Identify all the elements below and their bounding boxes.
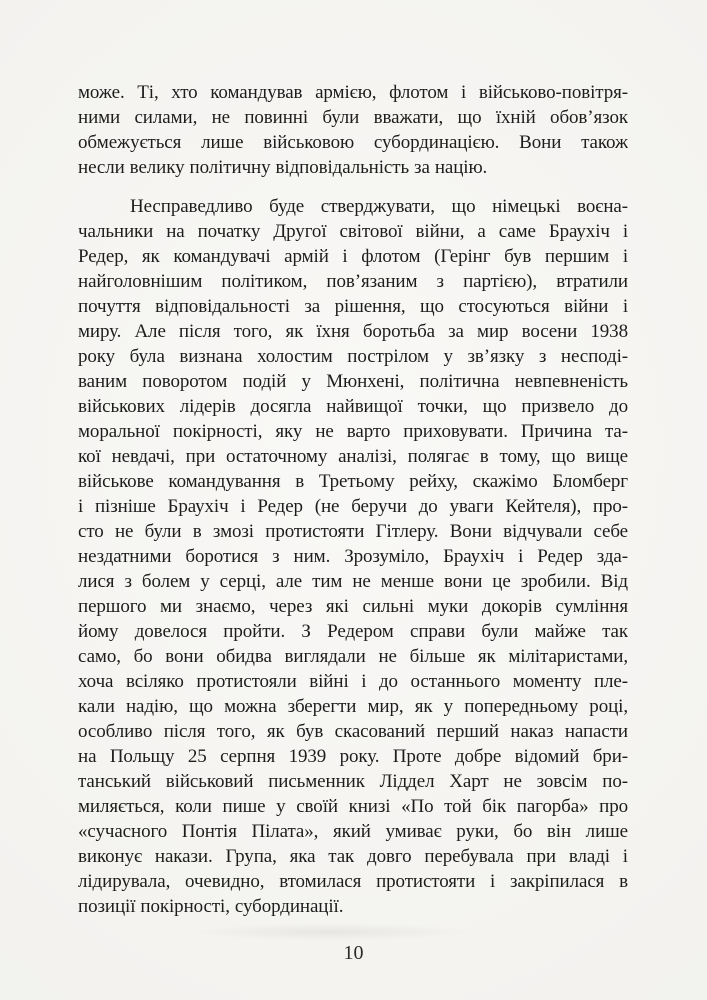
- text-line: і пізніше Браухіч і Редер (не беручи до уваги Кейтеля), про-: [78, 496, 628, 517]
- text-line: позиції покірності, субординації.: [78, 896, 344, 917]
- text-line: військове командування в Третьому рейху, скажімо Бломберг: [78, 471, 628, 492]
- text-line: «сучасного Понтія Пілата», який умиває руки, бо він лише: [78, 821, 628, 842]
- text-line: Редер, як командувачі армій і флотом (Герінг був першим і: [78, 246, 628, 267]
- text-line: миру. Але після того, як їхня боротьба за мир восени 1938: [78, 321, 628, 342]
- text-line: ними силами, не повинні були вважати, що їхній обов’язок: [78, 107, 628, 128]
- page-text-block: [78, 80, 628, 919]
- text-line: моральної покірності, яку не варто приховувати. Причина та-: [78, 421, 628, 442]
- text-line: військових лідерів досягла найвищої точки, що призвело до: [78, 396, 628, 417]
- paragraph-1: [78, 80, 628, 180]
- text-line: першого ми знаємо, через які сильні муки докорів сумління: [78, 596, 628, 617]
- text-line: обмежується лише військовою субординацією. Вони також: [78, 132, 628, 153]
- text-line: само, бо вони обидва виглядали не більше як мілітаристами,: [78, 646, 628, 667]
- text-line: несли велику політичну відповідальність за націю.: [78, 157, 488, 178]
- text-line: найголовнішим політиком, пов’язаним з партією), втратили: [78, 271, 628, 292]
- text-line: почуття відповідальності за рішення, що стосуються війни і: [78, 296, 628, 317]
- text-line: чальники на початку Другої світової війни, а саме Браухіч і: [78, 221, 628, 242]
- text-line: танський військовий письменник Ліддел Харт не зовсім по-: [78, 771, 628, 792]
- text-line: ваним поворотом подій у Мюнхені, політична невпевненість: [78, 371, 628, 392]
- paragraph-2: [78, 194, 628, 919]
- page-number: 10: [343, 942, 364, 964]
- text-line: лідирувала, очевидно, втомилася протистояти і закріпилася в: [78, 871, 628, 892]
- text-line: Несправедливо буде стверджувати, що німецькі воєна-: [130, 196, 628, 217]
- text-line: хоча всіляко протистояли війні і до останнього моменту пле-: [78, 671, 628, 692]
- text-line: особливо після того, як був скасований перший наказ напасти: [78, 721, 628, 742]
- text-line: року була визнана холостим пострілом у зв’язку з несподі-: [78, 346, 628, 367]
- text-line: сто не були в змозі протистояти Гітлеру. Вони відчували себе: [78, 521, 628, 542]
- text-line: нездатними боротися з ним. Зрозуміло, Браухіч і Редер зда-: [78, 546, 628, 567]
- text-line: лися з болем у серці, але тим не менше вони це зробили. Від: [78, 571, 628, 592]
- text-line: виконує накази. Група, яка так довго перебувала при владі і: [78, 846, 628, 867]
- text-line: на Польщу 25 серпня 1939 року. Проте добре відомий бри-: [78, 746, 628, 767]
- text-line: може. Ті, хто командував армією, флотом і військово-повітря-: [78, 82, 628, 103]
- text-line: кали надію, що можна зберегти мир, як у попередньому році,: [78, 696, 628, 717]
- text-line: миляється, коли пише у своїй книзі «По той бік пагорба» про: [78, 796, 628, 817]
- text-line: кої невдачі, при остаточному аналізі, полягає в тому, що вище: [78, 446, 628, 467]
- text-line: йому довелося пройти. З Редером справи були майже так: [78, 621, 628, 642]
